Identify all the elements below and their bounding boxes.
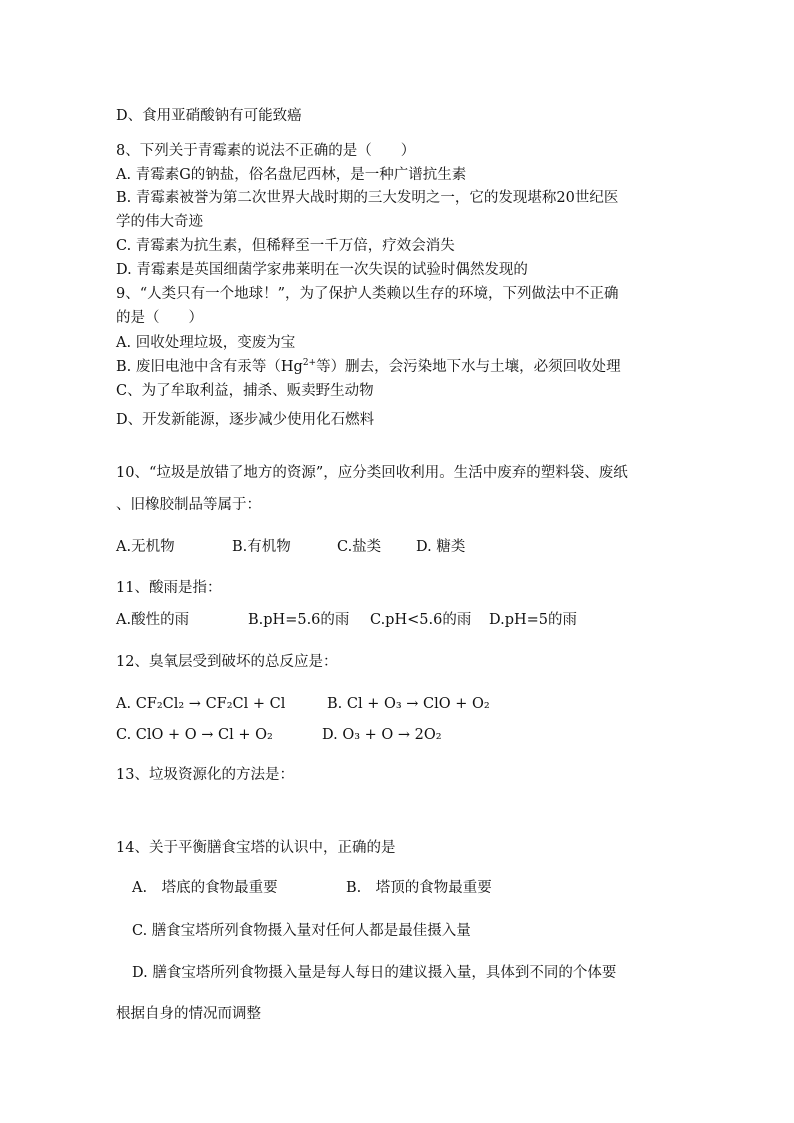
q14-option-b: B. 塔顶的食物最重要 [346,880,492,896]
q10-stem-line2: 、旧橡胶制品等属于： [116,497,261,513]
q9-stem-line1: 9、“人类只有一个地球！”，为了保护人类赖以生存的环境，下列做法中不正确 [116,286,619,302]
q11-stem: 11、酸雨是指： [116,580,222,596]
q10-option-c: C.盐类 [337,539,382,555]
q8-option-b-line1: B. 青霉素被誉为第二次世界大战时期的三大发明之一，它的发现堪称20世纪医 [116,190,619,206]
q8-option-a: A. 青霉素G的钠盐，俗名盘尼西林，是一种广谱抗生素 [116,167,467,183]
q12-option-c: C. ClO + O → Cl + O₂ [116,727,273,743]
q9-stem-line2: 的是（ ） [116,310,203,326]
q12-stem: 12、臭氧层受到破坏的总反应是： [116,654,338,670]
q14-stem: 14、关于平衡膳食宝塔的认识中，正确的是 [116,840,396,856]
q8-stem: 8、下列关于青霉素的说法不正确的是（ ） [116,143,416,159]
q14-option-c: C. 膳食宝塔所列食物摄入量对任何人都是最佳摄入量 [132,923,471,939]
q9-option-a: A. 回收处理垃圾，变废为宝 [116,335,296,351]
q12-option-d: D. O₃ + O → 2O₂ [322,727,442,743]
q11-option-a: A.酸性的雨 [116,612,190,628]
q9-option-b: B. 废旧电池中含有汞等（$Hg^{2+}$等）删去，会污染地下水与土壤，必须回收处理 [116,358,621,375]
q8-option-d: D. 青霉素是英国细菌学家弗莱明在一次失误的试验时偶然发现的 [116,262,528,278]
q10-option-d: D. 糖类 [416,539,466,555]
q11-option-b: B.pH=5.6的雨 [248,612,350,628]
q14-option-d-line1: D. 膳食宝塔所列食物摄入量是每人每日的建议摄入量，具体到不同的个体要 [132,965,617,981]
q14-option-a: A. 塔底的食物最重要 [132,880,278,896]
q10-option-a: A.无机物 [116,539,175,555]
q12-option-b: B. Cl + O₃ → ClO + O₂ [327,696,490,712]
q13-stem: 13、垃圾资源化的方法是： [116,767,294,783]
q10-option-b: B.有机物 [232,539,291,555]
q8-option-b-line2: 学的伟大奇迹 [116,214,203,230]
q10-stem-line1: 10、“垃圾是放错了地方的资源”，应分类回收利用。生活中废弃的塑料袋、废纸 [116,465,628,481]
q9-option-d: D、开发新能源，逐步减少使用化石燃料 [116,412,375,428]
q7-option-d: D、食用亚硝酸钠有可能致癌 [116,108,302,124]
q11-option-d: D.pH=5的雨 [489,612,578,628]
q9-option-c: C、为了牟取利益，捕杀、贩卖野生动物 [116,383,374,399]
q8-option-c: C. 青霉素为抗生素，但稀释至一千万倍，疗效会消失 [116,238,455,254]
q12-option-a: A. CF₂Cl₂ → CF₂Cl + Cl [116,696,286,712]
q14-option-d-line2: 根据自身的情况而调整 [116,1006,261,1022]
q11-option-c: C.pH<5.6的雨 [370,612,472,628]
